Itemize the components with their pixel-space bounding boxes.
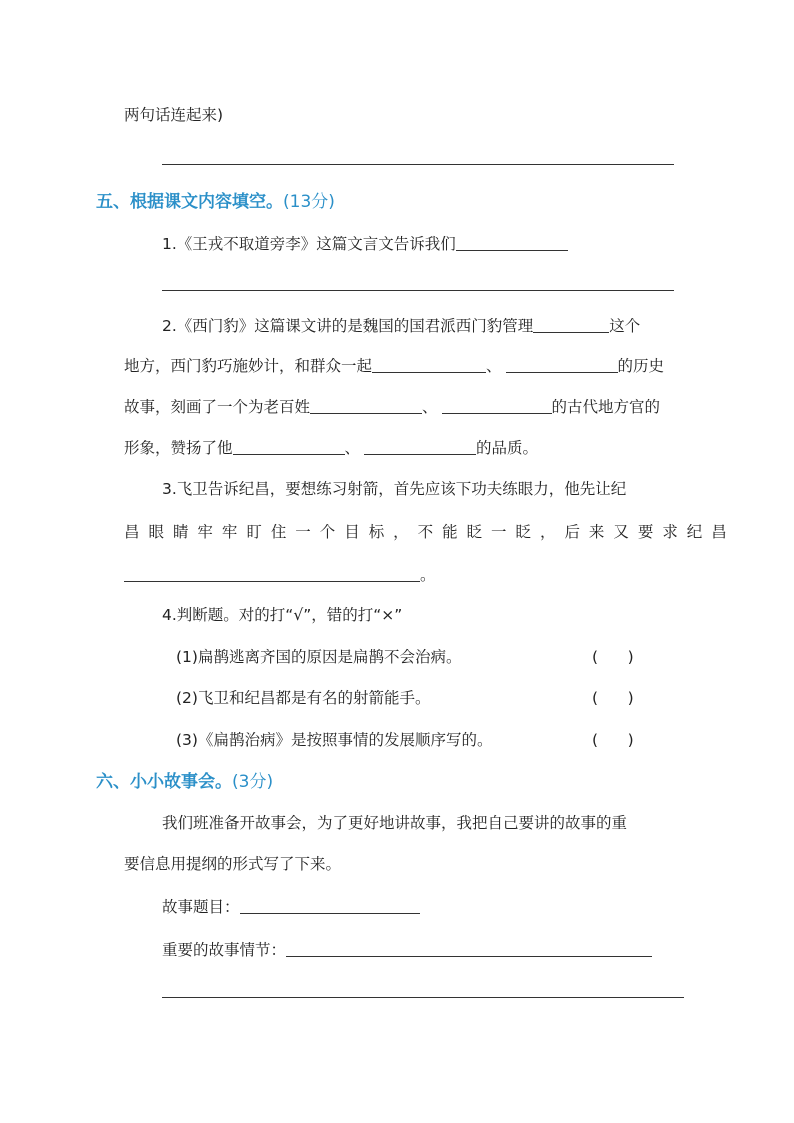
q4-item-3-answer[interactable]: ( ): [592, 731, 634, 749]
q2-blank-1[interactable]: [533, 318, 609, 333]
q2-text-1a: 2.《西门豹》这篇课文讲的是魏国的国君派西门豹管理: [162, 317, 534, 335]
q2-blank-5[interactable]: [442, 399, 552, 414]
q3-line-2-char: 纪: [686, 523, 703, 541]
q3-line-2-char: 睛: [172, 523, 189, 541]
q2-text-4a: 形象，赞扬了他: [124, 439, 233, 457]
q2-sep-2: 、: [486, 357, 502, 375]
q2-sep-4: 、: [344, 439, 361, 457]
q2-blank-7[interactable]: [364, 440, 476, 455]
q4-item-1-text: (1)扁鹊逃离齐国的原因是扁鹊不会治病。: [176, 648, 462, 666]
q3-line-1: 3.飞卫告诉纪昌，要想练习射箭，首先应该下功夫练眼力，他先让纪: [162, 480, 627, 498]
q3-line-2-char: 眨: [515, 523, 532, 541]
story-plot-blank[interactable]: [286, 942, 652, 957]
q4-item-2-answer[interactable]: ( ): [592, 689, 634, 707]
q3-line-2-char: 目: [344, 523, 360, 541]
q1-prompt: 1.《王戎不取道旁李》这篇文言文告诉我们: [162, 235, 456, 253]
q3-line-2-char: 眨: [466, 523, 483, 541]
q3-line-2-char: 不: [417, 523, 434, 541]
q3-line-2-char: 要: [637, 523, 654, 541]
section-6-para-line-1: 我们班准备开故事会，为了更好地讲故事，我把自己要讲的故事的重: [162, 814, 628, 832]
answer-line[interactable]: [162, 164, 674, 165]
q2-blank-3[interactable]: [506, 358, 618, 373]
q3-end: 。: [420, 566, 436, 584]
q2-text-3a: 故事，刻画了一个为老百姓: [124, 398, 311, 416]
q3-line-2-char: 后: [564, 523, 580, 541]
q3-line-2-char: 昌: [124, 523, 140, 541]
q4-item-2-text: (2)飞卫和纪昌都是有名的射箭能手。: [176, 689, 431, 707]
story-title-blank[interactable]: [240, 899, 420, 914]
story-title-row: [162, 899, 420, 916]
section-6-heading: [96, 774, 273, 791]
q1-blank[interactable]: [456, 236, 568, 251]
q3-line-2-char: 盯: [246, 523, 262, 541]
q3-line-2-char: 一: [295, 523, 311, 541]
q2-sep-3: 、: [422, 398, 438, 416]
q3-line-2-char: 一: [491, 523, 507, 541]
story-plot-answer-line[interactable]: [162, 997, 684, 998]
q2-line-2: [124, 358, 664, 375]
q4-item-3-text: (3)《扁鹊治病》是按照事情的发展顺序写的。: [176, 731, 493, 749]
q2-text-1b: 这个: [609, 317, 641, 335]
q2-line-4: [124, 440, 538, 457]
story-title-label: 故事题目：: [162, 898, 240, 916]
q4-title: 4.判断题。对的打“√”，错的打“×”: [162, 606, 403, 624]
section-6-score: (3分): [232, 772, 274, 792]
q3-line-2-char: 眼: [148, 523, 164, 541]
q2-line-3: [124, 399, 660, 416]
q3-line-2-char: 牢: [197, 523, 213, 541]
q4-item-1-answer[interactable]: ( ): [592, 648, 634, 666]
q2-blank-2[interactable]: [372, 358, 486, 373]
section-6-para-line-2: 要信息用提纲的形式写了下来。: [124, 855, 342, 873]
q2-text-3b: 的古代地方官的: [551, 398, 661, 416]
q2-text-4b: 的品质。: [476, 439, 539, 457]
q3-line-2: [124, 525, 727, 541]
q3-line-2-char: 个: [319, 523, 336, 541]
story-plot-label: 重要的故事情节：: [162, 941, 287, 959]
q2-blank-4[interactable]: [310, 399, 422, 414]
section-6-title: 六、小小故事会。: [96, 772, 232, 792]
q3-blank[interactable]: [124, 567, 420, 582]
section-5-score: (13分): [283, 192, 335, 212]
continued-text: 两句话连起来): [124, 106, 224, 124]
q2-text-2a: 地方，西门豹巧施妙计，和群众一起: [124, 357, 373, 375]
q3-line-2-char: 标: [368, 523, 385, 541]
q3-line-2-char: 能: [442, 523, 458, 541]
story-plot-row: [162, 942, 652, 959]
q3-line-2-char: 来: [588, 523, 605, 541]
q2-line-1: [162, 318, 640, 335]
q3-line-2-char: 求: [662, 523, 678, 541]
q3-line-2-char: ，: [393, 523, 409, 541]
section-5-title: 五、根据课文内容填空。: [96, 192, 283, 212]
q3-line-2-char: ，: [539, 523, 556, 541]
q2-blank-6[interactable]: [233, 440, 345, 455]
q3-line-2-char: 又: [613, 523, 629, 541]
q1-answer-line[interactable]: [162, 290, 674, 291]
q3-line-3: [124, 567, 436, 584]
q3-line-2-char: 住: [270, 523, 287, 541]
q2-text-2b: 的历史: [617, 357, 665, 375]
q1-text: [162, 236, 568, 253]
section-5-heading: [96, 194, 335, 211]
q3-line-2-char: 昌: [711, 523, 727, 541]
q3-line-2-char: 牢: [221, 523, 238, 541]
